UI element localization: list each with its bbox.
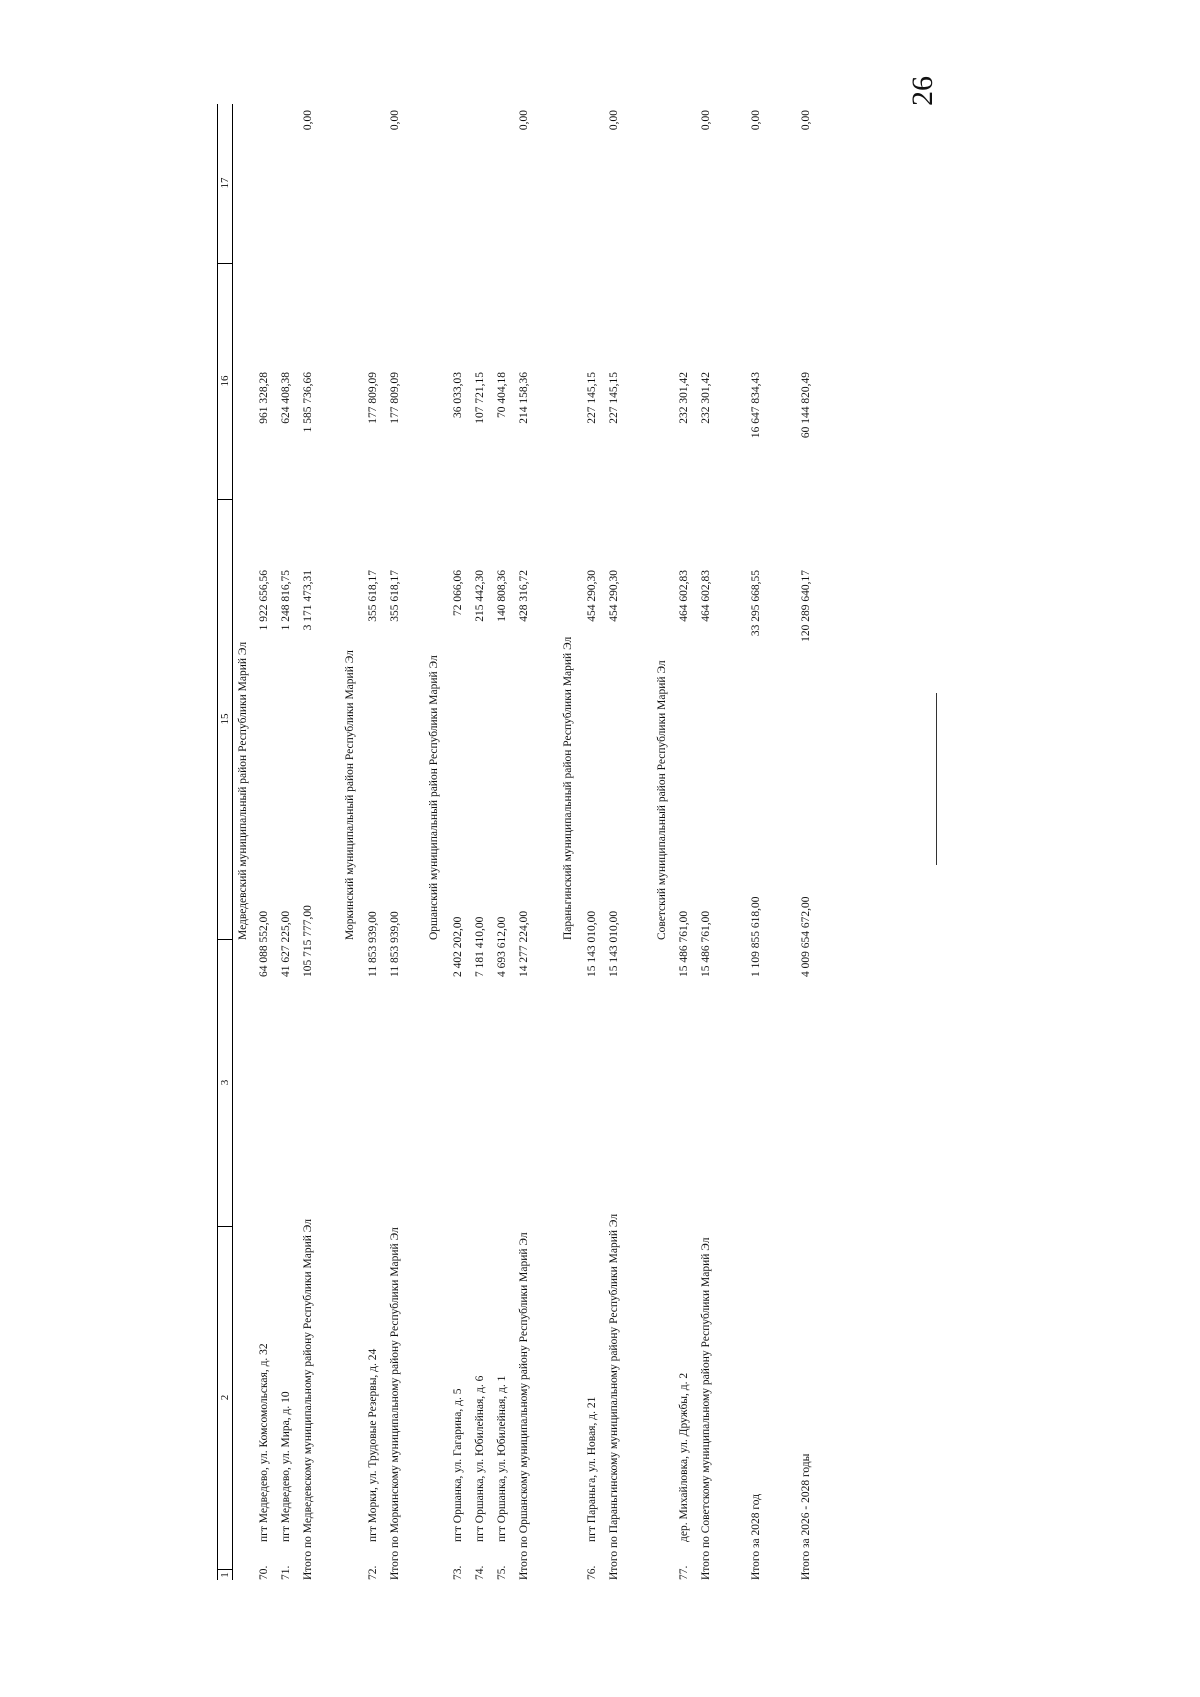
row-value-16: 961 328,28	[258, 372, 270, 424]
row-value-3: 11 853 939,00	[389, 911, 401, 977]
header-cell-15: 15	[218, 499, 232, 940]
row-address: пгт Оршанка, ул. Юбилейная, д. 1	[496, 1375, 508, 1542]
row-value-15: 355 618,17	[367, 570, 379, 622]
row-number: 71.	[280, 1565, 292, 1580]
landscape-table	[217, 104, 1027, 1580]
row-number: 76.	[586, 1565, 598, 1580]
row-value-3: 7 181 410,00	[474, 916, 486, 977]
row-value-15: 215 442,30	[474, 570, 486, 622]
row-value-3: 11 853 939,00	[367, 911, 379, 977]
row-value-16: 36 033,03	[452, 372, 464, 418]
row-value-16: 214 158,36	[518, 372, 530, 424]
row-value-15: 355 618,17	[389, 570, 401, 622]
row-value-15: 33 295 668,55	[750, 570, 762, 637]
row-value-16: 227 145,15	[586, 372, 598, 424]
row-number: 73.	[452, 1565, 464, 1580]
row-value-3: 15 486 761,00	[700, 910, 712, 977]
row-value-15: 120 289 640,17	[800, 570, 812, 642]
row-number: 74.	[474, 1565, 486, 1580]
row-value-15: 464 602,83	[678, 570, 690, 622]
row-value-15: 72 066,06	[452, 570, 464, 616]
row-total-label: Итого за 2028 год	[750, 1493, 762, 1580]
district-heading: Медведевский муниципальный район Республики Марий Эл	[237, 641, 249, 940]
row-value-17: 0,00	[518, 110, 530, 131]
row-total-label: Итого по Медведевскому муниципальному району Республики Марий Эл	[302, 1219, 314, 1580]
row-value-16: 232 301,42	[700, 372, 712, 424]
row-number: 77.	[678, 1565, 690, 1580]
row-address: пгт Параньга, ул. Новая, д. 21	[586, 1396, 598, 1542]
closing-rule	[936, 693, 937, 865]
row-value-3: 105 715 777,00	[302, 905, 314, 977]
row-total-label: Итого по Советскому муниципальному району Республики Марий Эл	[700, 1237, 712, 1580]
row-value-16: 16 647 834,43	[750, 372, 762, 439]
row-value-3: 14 277 224,00	[518, 910, 530, 977]
district-heading: Параньгинский муниципальный район Республики Марий Эл	[562, 636, 574, 940]
row-value-16: 624 408,38	[280, 372, 292, 424]
row-value-15: 1 922 656,56	[258, 570, 270, 631]
row-number: 75.	[496, 1565, 508, 1580]
header-cell-1: 1	[219, 1572, 231, 1578]
row-number: 72.	[367, 1565, 379, 1580]
row-address: пгт Морки, ул. Трудовые Резервы, д. 24	[367, 1348, 379, 1542]
page-number: 26	[906, 76, 939, 106]
header-cell-17: 17	[218, 103, 232, 264]
row-value-15: 428 316,72	[518, 570, 530, 622]
row-address: пгт Оршанка, ул. Юбилейная, д. 6	[474, 1375, 486, 1542]
row-address: пгт Оршанка, ул. Гагарина, д. 5	[452, 1388, 464, 1542]
row-total-label: Итого по Параньгинскому муниципальному району Республики Марий Эл	[608, 1213, 620, 1580]
row-value-16: 70 404,18	[496, 372, 508, 418]
district-heading: Оршанский муниципальный район Республики Марий Эл	[428, 655, 440, 940]
header-cell-16: 16	[218, 263, 232, 500]
row-value-17: 0,00	[302, 110, 314, 131]
row-address: пгт Медведево, ул. Комсомольская, д. 32	[258, 1343, 270, 1542]
row-value-15: 464 602,83	[700, 570, 712, 622]
row-value-15: 454 290,30	[586, 570, 598, 622]
row-value-16: 107 721,15	[474, 372, 486, 424]
row-value-16: 227 145,15	[608, 372, 620, 424]
row-value-3: 4 693 612,00	[496, 916, 508, 977]
row-value-16: 1 585 736,66	[302, 372, 314, 433]
district-heading: Моркинский муниципальный район Республики Марий Эл	[344, 650, 356, 940]
row-value-15: 1 248 816,75	[280, 570, 292, 631]
row-value-3: 15 143 010,00	[586, 910, 598, 977]
row-value-16: 232 301,42	[678, 372, 690, 424]
row-value-3: 2 402 202,00	[452, 916, 464, 977]
row-value-17: 0,00	[800, 110, 812, 131]
row-value-17: 0,00	[608, 110, 620, 131]
row-address: пгт Медведево, ул. Мира, д. 10	[280, 1391, 292, 1542]
row-value-15: 454 290,30	[608, 570, 620, 622]
row-value-3: 41 627 225,00	[280, 910, 292, 977]
row-value-16: 177 809,09	[367, 372, 379, 424]
header-cell-3: 3	[218, 939, 232, 1227]
row-number: 70.	[258, 1565, 270, 1580]
row-value-3: 15 143 010,00	[608, 910, 620, 977]
row-total-label: Итого по Оршанскому муниципальному району Республики Марий Эл	[518, 1232, 530, 1580]
row-value-16: 60 144 820,49	[800, 372, 812, 439]
row-value-3: 15 486 761,00	[678, 910, 690, 977]
row-value-15: 3 171 473,31	[302, 570, 314, 631]
row-address: дер. Михайловка, ул. Дружбы, д. 2	[678, 1372, 690, 1542]
row-value-16: 177 809,09	[389, 372, 401, 424]
row-value-17: 0,00	[750, 110, 762, 131]
row-value-15: 140 808,36	[496, 570, 508, 622]
row-total-label: Итого за 2026 - 2028 годы	[800, 1453, 812, 1580]
row-value-3: 4 009 654 672,00	[800, 896, 812, 977]
district-heading: Советский муниципальный район Республики Марий Эл	[656, 660, 668, 940]
row-value-17: 0,00	[700, 110, 712, 131]
row-value-3: 64 088 552,00	[258, 910, 270, 977]
row-value-3: 1 109 855 618,00	[750, 896, 762, 977]
row-value-17: 0,00	[389, 110, 401, 131]
table-header	[217, 104, 233, 1580]
header-cell-2: 2	[218, 1226, 232, 1570]
row-total-label: Итого по Моркинскому муниципальному району Республики Марий Эл	[389, 1227, 401, 1580]
